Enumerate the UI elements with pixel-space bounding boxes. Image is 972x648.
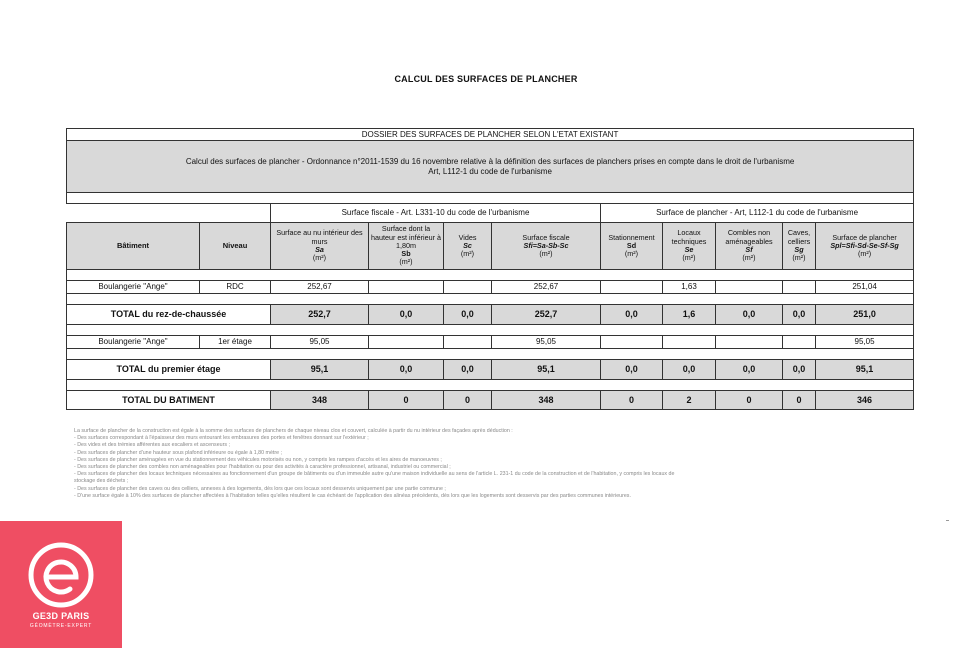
cell-sg — [783, 336, 816, 349]
spacer-row — [67, 193, 914, 204]
total-sa: 252,7 — [271, 305, 369, 325]
blank-cell — [67, 204, 271, 223]
total-se: 1,6 — [663, 305, 716, 325]
total-sb: 0,0 — [369, 305, 444, 325]
total-sf: 0,0 — [716, 305, 783, 325]
cell-sfi: 252,67 — [492, 281, 601, 294]
spacer-row — [67, 380, 914, 391]
table-row-total-rdc — [67, 305, 914, 325]
page-title: CALCUL DES SURFACES DE PLANCHER — [394, 74, 578, 84]
total-spl: 251,0 — [816, 305, 914, 325]
total-label: TOTAL du rez-de-chaussée — [67, 305, 271, 325]
header-sg: Caves, celliers Sg (m²) — [783, 223, 816, 270]
cell-spl: 251,04 — [816, 281, 914, 294]
total-sg: 0 — [783, 391, 816, 410]
header-batiment: Bâtiment — [67, 223, 200, 270]
total-sg: 0,0 — [783, 305, 816, 325]
divider — [946, 520, 949, 521]
cell-sa: 252,67 — [271, 281, 369, 294]
total-sf: 0,0 — [716, 360, 783, 380]
total-sfi: 252,7 — [492, 305, 601, 325]
group-header-plancher: Surface de plancher - Art, L112-1 du code de l'urbanisme — [601, 204, 914, 223]
note-line: - Des surfaces de plancher des locaux techniques nécessaires au fonctionnement d'un groupe de bâtiments ou d'un immeuble autre qu'une maison individuelle au sens de l'article L. 231-1 du code de la construction et de l'habitation, y compris les locaux de — [74, 471, 675, 478]
total-label: TOTAL DU BATIMENT — [67, 391, 271, 410]
footnotes — [74, 428, 934, 500]
total-sa: 348 — [271, 391, 369, 410]
total-sa: 95,1 — [271, 360, 369, 380]
cell-sc — [444, 336, 492, 349]
table-row-total-batiment — [67, 391, 914, 410]
spacer-row — [67, 325, 914, 336]
header-se: Locaux techniques Se (m²) — [663, 223, 716, 270]
note-line: - Des surfaces correspondant à l'épaisseur des murs entourant les embrasures des portes et fenêtres donnant sur l'extérieur ; — [74, 435, 369, 442]
cell-sb — [369, 281, 444, 294]
table-row-etage — [67, 336, 914, 349]
cell-sg — [783, 281, 816, 294]
cell-se — [663, 336, 716, 349]
total-spl: 95,1 — [816, 360, 914, 380]
total-sc: 0 — [444, 391, 492, 410]
table-row-total-etage — [67, 360, 914, 380]
brand-subtitle: GÉOMÈTRE-EXPERT — [29, 623, 93, 629]
cell-sc — [444, 281, 492, 294]
spacer-row — [67, 270, 914, 281]
note-line: - Des surfaces de plancher des combles non aménageables pour l'habitation ou pour des activités à caractère professionnel, artisanal, industriel ou commercial ; — [74, 464, 451, 471]
cell-sb — [369, 336, 444, 349]
total-sd: 0,0 — [601, 305, 663, 325]
cell-sfi: 95,05 — [492, 336, 601, 349]
total-se: 2 — [663, 391, 716, 410]
total-sc: 0,0 — [444, 305, 492, 325]
header-sb: Surface dont la hauteur est inférieur à 1,80m Sb (m²) — [369, 223, 444, 270]
note-line: - Des surfaces de plancher aménagées en vue du stationnement des véhicules motorisés ou non, y compris les rampes d'accès et les aires de manoeuvres ; — [74, 456, 442, 463]
header-sa: Surface au nu intérieur des murs Sa (m²) — [271, 223, 369, 270]
total-sc: 0,0 — [444, 360, 492, 380]
header-sf: Combles non aménageables Sf (m²) — [716, 223, 783, 270]
cell-sf — [716, 336, 783, 349]
cell-batiment: Boulangerie "Ange" — [67, 281, 200, 294]
intro-line-2: Art, L112-1 du code de l'urbanisme — [428, 166, 552, 176]
cell-sd — [601, 281, 663, 294]
brand-name: GE3D PARIS — [32, 611, 90, 621]
header-niveau: Niveau — [200, 223, 271, 270]
note-line: - Des vides et des trémies afférentes aux escaliers et ascenseurs ; — [74, 442, 230, 449]
cell-niveau: 1er étage — [200, 336, 271, 349]
intro-line-1: Calcul des surfaces de plancher - Ordonnance n°2011-1539 du 16 novembre relative à la définition des surfaces de planchers prises en compte dans le droit de l'urbanisme — [185, 157, 795, 167]
group-header-fiscale: Surface fiscale - Art. L331-10 du code de l'urbanisme — [271, 204, 601, 223]
total-sd: 0,0 — [601, 360, 663, 380]
cell-sf — [716, 281, 783, 294]
cell-sd — [601, 336, 663, 349]
total-spl: 346 — [816, 391, 914, 410]
header-sc: Vides Sc (m²) — [444, 223, 492, 270]
spacer-row — [67, 294, 914, 305]
total-sf: 0 — [716, 391, 783, 410]
cell-se: 1,63 — [663, 281, 716, 294]
total-sg: 0,0 — [783, 360, 816, 380]
note-line: - D'une surface égale à 10% des surfaces de plancher affectées à l'habitation telles qu'elles résultent le cas échéant de l'application des alinéas précédents, dès lors que les logements sont desservis par des parties communes intérieures. — [74, 492, 631, 499]
total-label: TOTAL du premier étage — [67, 360, 271, 380]
cell-batiment: Boulangerie "Ange" — [67, 336, 200, 349]
dossier-title: DOSSIER DES SURFACES DE PLANCHER SELON L'ETAT EXISTANT — [67, 129, 914, 141]
surfaces-table — [66, 128, 914, 410]
note-line: La surface de plancher de la construction est égale à la somme des surfaces de planchers de chaque niveau clos et couvert, calculée à partir du nu intérieur des façades après déduction : — [74, 428, 513, 434]
header-sd: Stationnement Sd (m²) — [601, 223, 663, 270]
total-sfi: 95,1 — [492, 360, 601, 380]
total-se: 0,0 — [663, 360, 716, 380]
note-line: - Des surfaces de plancher d'une hauteur sous plafond inférieure ou égale à 1,80 mètre ; — [74, 449, 283, 456]
header-sfi: Surface fiscale Sfi=Sa-Sb-Sc (m²) — [492, 223, 601, 270]
e-logo-icon — [24, 541, 98, 609]
cell-spl: 95,05 — [816, 336, 914, 349]
header-spl: Surface de plancher Spl=Sfi-Sd-Se-Sf-Sg (m²) — [816, 223, 914, 270]
intro-text — [67, 141, 914, 193]
cell-sa: 95,05 — [271, 336, 369, 349]
table-row-rdc — [67, 281, 914, 294]
cell-niveau: RDC — [200, 281, 271, 294]
spacer-row — [67, 349, 914, 360]
note-line: stockage des déchets ; — [74, 478, 129, 485]
total-sb: 0 — [369, 391, 444, 410]
note-line: - Des surfaces de plancher des caves ou des celliers, annexes à des logements, dès lors que ces locaux sont desservis uniquement par une partie commune ; — [74, 485, 446, 492]
total-sd: 0 — [601, 391, 663, 410]
total-sfi: 348 — [492, 391, 601, 410]
logo-block — [0, 521, 122, 648]
total-sb: 0,0 — [369, 360, 444, 380]
